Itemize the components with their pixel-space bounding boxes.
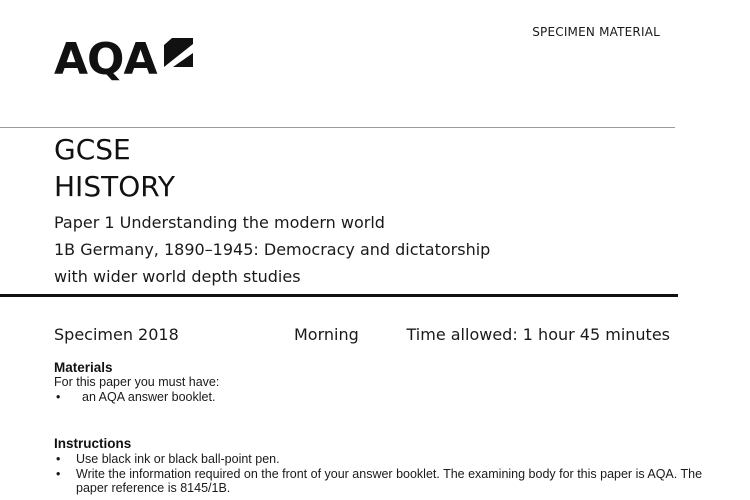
list-item-text: an AQA answer booklet.	[82, 390, 216, 404]
time-of-day-label: Morning	[294, 325, 359, 344]
materials-list	[54, 390, 694, 404]
list-item	[54, 467, 704, 495]
paper-line: with wider world depth studies	[54, 267, 301, 286]
instructions-heading: Instructions	[54, 436, 132, 451]
aqa-logo	[54, 34, 195, 86]
bullet-dot-icon: •	[56, 390, 61, 404]
list-item-text: Write the information required on the front of your answer booklet. The examining body for this paper is AQA. The paper reference is 8145/1B.	[76, 467, 703, 495]
title-divider	[0, 294, 678, 297]
header-divider	[0, 127, 675, 128]
bullet-dot-icon: •	[56, 467, 61, 481]
qualification-title: GCSE	[54, 133, 131, 166]
subject-title: HISTORY	[54, 170, 175, 203]
paper-line: Paper 1 Understanding the modern world	[54, 213, 385, 232]
session-label: Specimen 2018	[54, 325, 179, 344]
exam-meta-row	[54, 325, 674, 347]
list-item	[54, 452, 704, 466]
paper-line: 1B Germany, 1890–1945: Democracy and dictatorship	[54, 240, 491, 259]
time-allowed-label: Time allowed: 1 hour 45 minutes	[406, 325, 670, 344]
materials-intro: For this paper you must have:	[54, 375, 220, 389]
aqa-flag-mark-icon	[161, 36, 195, 74]
materials-heading: Materials	[54, 360, 113, 375]
paper-description	[54, 209, 490, 290]
specimen-label: SPECIMEN MATERIAL	[532, 25, 660, 39]
bullet-dot-icon: •	[56, 452, 61, 466]
list-item-text: Use black ink or black ball-point pen.	[76, 452, 280, 466]
list-item	[54, 390, 694, 404]
logo-text: AQA	[54, 34, 157, 85]
instructions-list	[54, 452, 704, 496]
